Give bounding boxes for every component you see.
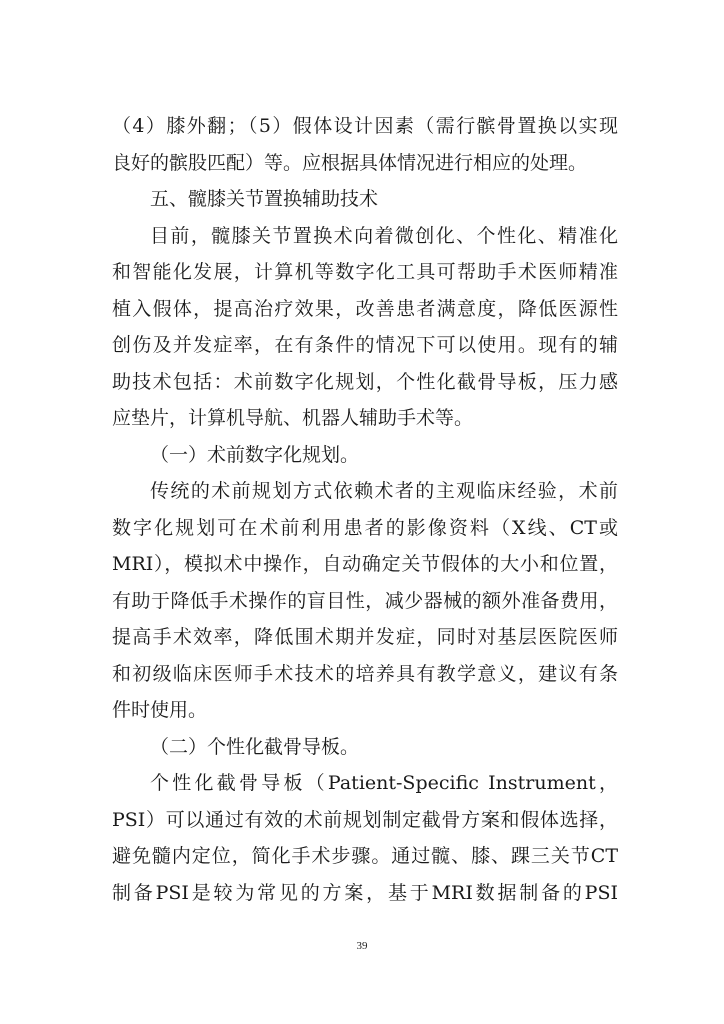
paragraph-line: MRI），模拟术中操作，自动确定关节假体的大小和位置， — [112, 553, 618, 575]
paragraph-line: 提高手术效率，降低围术期并发症，同时对基层医院医师 — [112, 626, 618, 648]
subsection-heading: （一）术前数字化规划。 — [150, 443, 360, 466]
paragraph-line: PSI）可以通过有效的术前规划制定截骨方案和假体选择， — [112, 808, 618, 831]
paragraph-line: 良好的髌股匹配）等。应根据具体情况进行相应的处理。 — [112, 151, 588, 174]
paragraph-line: 传统的术前规划方式依赖术者的主观临床经验，术前 — [150, 480, 618, 502]
paragraph-line: 制备PSI是较为常见的方案，基于MRI数据制备的PSI — [112, 881, 618, 904]
paragraph-line: 助技术包括：术前数字化规划，个性化截骨导板，压力感 — [112, 370, 618, 393]
paragraph-line: 目前，髋膝关节置换术向着微创化、个性化、精准化 — [150, 224, 618, 247]
subsection-heading: （二）个性化截骨导板。 — [150, 735, 360, 758]
paragraph-line: 植入假体，提高治疗效果，改善患者满意度，降低医源性 — [112, 297, 618, 320]
paragraph-line: 和智能化发展，计算机等数字化工具可帮助手术医师精准 — [112, 261, 618, 283]
paragraph-line: 和初级临床医师手术技术的培养具有教学意义，建议有条 — [112, 662, 618, 685]
paragraph-line: （4）膝外翻；（5）假体设计因素（需行髌骨置换以实现 — [112, 115, 618, 137]
paragraph-line: 避免髓内定位，简化手术步骤。通过髋、膝、踝三关节CT — [112, 845, 618, 867]
paragraph-line: 有助于降低手术操作的盲目性，减少器械的额外准备费用， — [112, 589, 618, 612]
paragraph-line: 数字化规划可在术前利用患者的影像资料（X线、CT或 — [112, 516, 618, 539]
paragraph-line: 创伤及并发症率，在有条件的情况下可以使用。现有的辅 — [112, 334, 618, 356]
page-body — [112, 108, 618, 911]
section-heading: 五、髋膝关节置换辅助技术 — [150, 188, 379, 210]
page-number: 39 — [356, 940, 368, 952]
paragraph-line: 个性化截骨导板（Patient-Specific Instrument， — [150, 772, 618, 794]
paragraph-line: 件时使用。 — [112, 699, 208, 721]
paragraph-line: 应垫片，计算机导航、机器人辅助手术等。 — [112, 407, 474, 429]
